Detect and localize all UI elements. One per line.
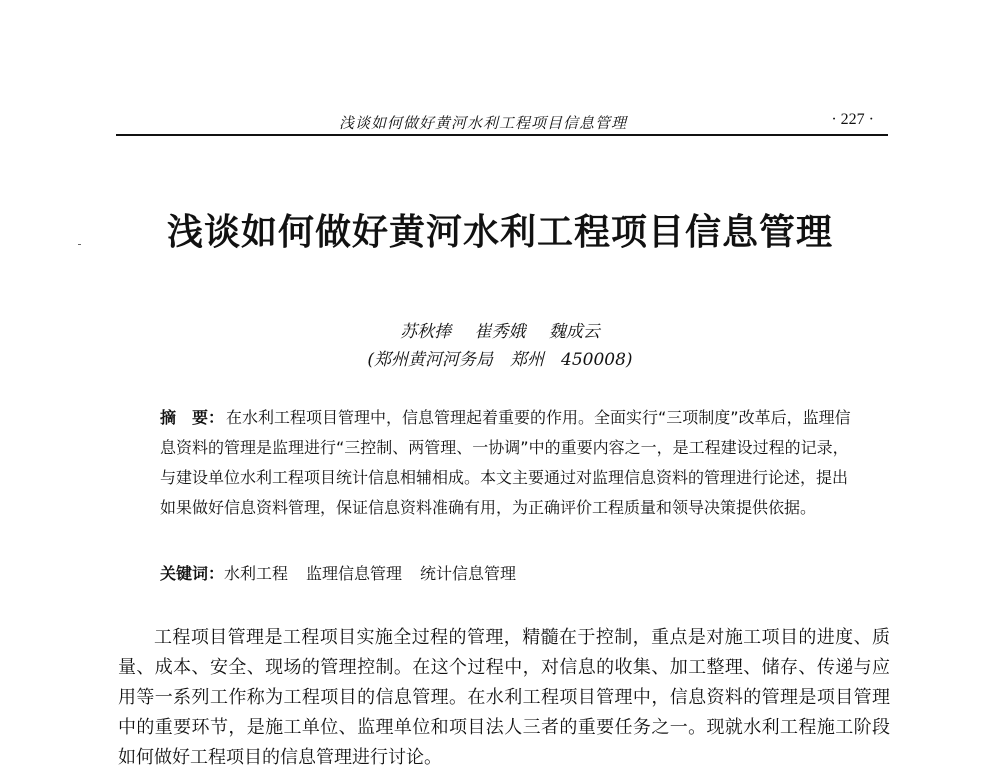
running-header: [116, 108, 888, 136]
keyword: 监理信息管理: [306, 564, 403, 583]
author-name: 魏成云: [548, 322, 600, 342]
keywords-label: 关键词：: [160, 564, 225, 583]
keyword: 统计信息管理: [420, 564, 517, 583]
author-name: 崔秀娥: [474, 322, 526, 342]
abstract-label: 摘 要：: [160, 408, 225, 427]
abstract-text: 在水利工程项目管理中，信息管理起着重要的作用。全面实行“三项制度”改革后，监理信息资料的管理是监理进行“三控制、两管理、一协调”中的重要内容之一，是工程建设过程的记录，与建设单位水利工程项目统计信息相辅相成。本文主要通过对监理信息资料的管理进行论述，提出如果做好信息资料管理，保证信息资料准确有用，为正确评价工程质量和领导决策提供依据。: [160, 408, 851, 517]
author-affiliation: (郑州黄河河务局 郑州 450008): [367, 350, 633, 370]
body-paragraph: 工程项目管理是工程项目实施全过程的管理，精髓在于控制，重点是对施工项目的进度、质量、成本、安全、现场的管理控制。在这个过程中，对信息的收集、加工整理、储存、传递与应用等一系列工作称为工程项目的信息管理。在水利工程项目管理中，信息资料的管理是项目管理中的重要环节，是施工单位、监理单位和项目法人三者的重要任务之一。现就水利工程施工阶段如何做好工程项目的信息管理进行讨论。: [118, 627, 890, 768]
keywords: [160, 562, 860, 586]
keyword: 水利工程: [224, 564, 289, 583]
author-list: [0, 317, 1000, 342]
article-title: 浅谈如何做好黄河水利工程项目信息管理: [166, 211, 833, 253]
abstract: [160, 403, 860, 523]
page-number: · 227 ·: [831, 111, 874, 128]
author-name: 苏秋捧: [400, 322, 452, 342]
running-title: 浅谈如何做好黄河水利工程项目信息管理: [339, 114, 628, 132]
